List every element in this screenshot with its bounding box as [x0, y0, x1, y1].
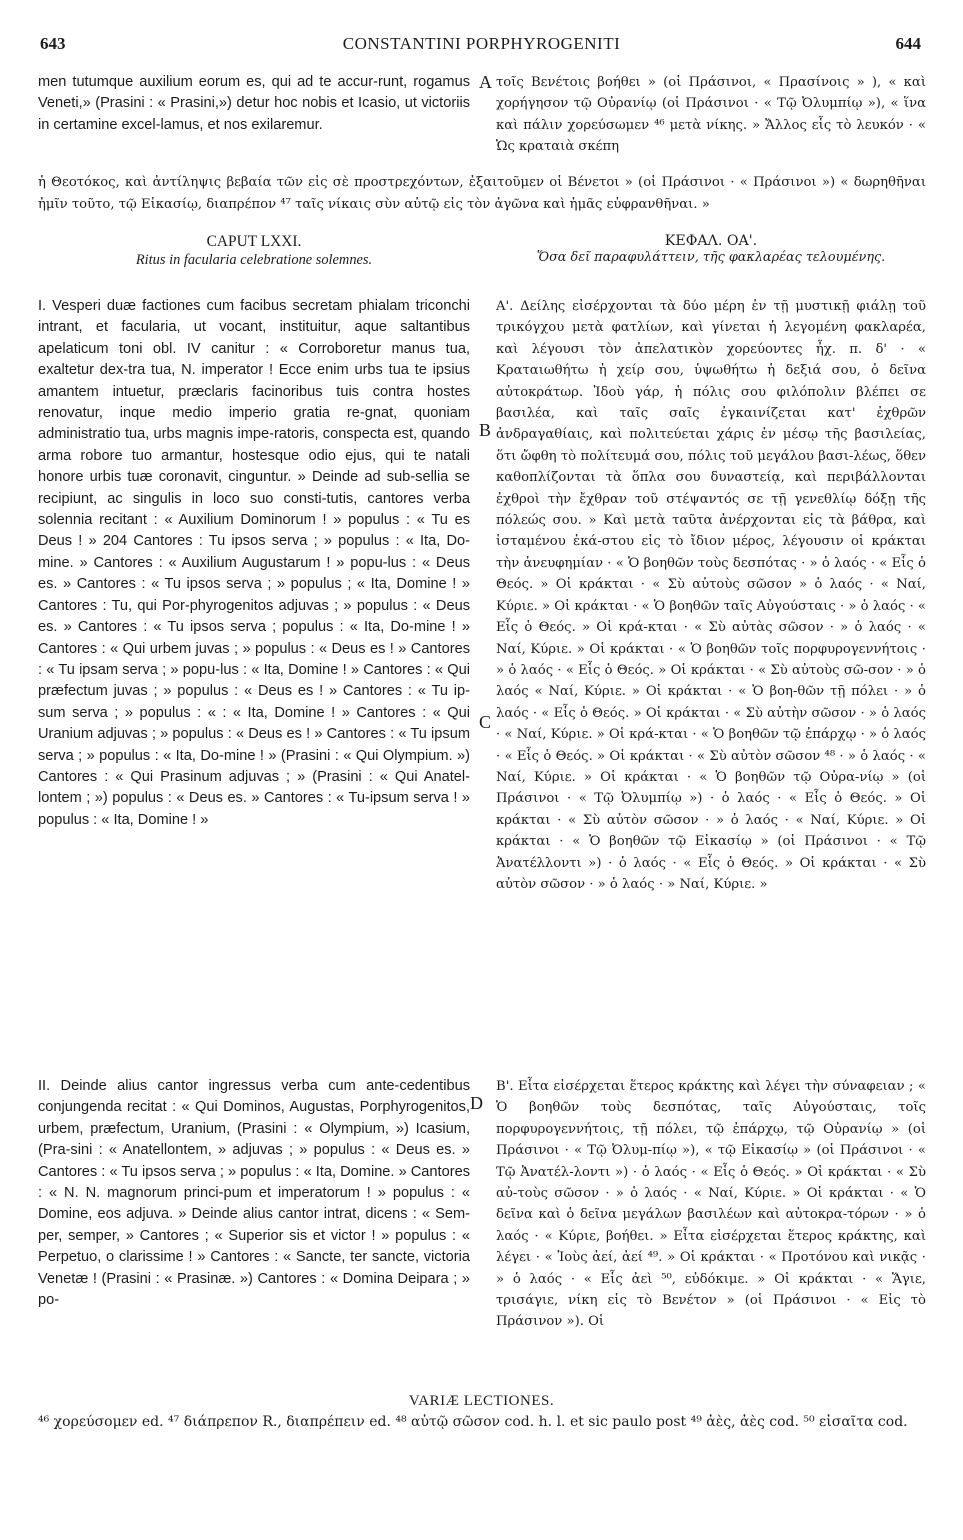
greek-section-2 — [496, 1076, 926, 1333]
left-page-number: 643 — [40, 34, 66, 53]
greek-section-2-text: Β'. Εἶτα εἰσέρχεται ἕτερος κράκτης καὶ λέγει τὴν σύναφειαν ; « Ὁ βοηθῶν τοὺς δεσπότας, ταῖς Αὐγούσταις, τοῖς πορφυρογεννήτοις, τῇ πόλει, τῷ ἐπάρχῳ, τῷ Οὐρανίῳ » (οἱ Πράσινοι · « Τῷ Ὀλυμ-πίῳ »), « τῷ Εἰκασίῳ » (οἱ Πράσινοι · « Τῷ Ἀνατέλ-λοντι ») · ὁ λαός · « Εἷς ὁ Θεός. » Οἱ κράκται · « Σὺ αὐ-τοὺς σῶσον · » ὁ λαός · « Ναί, Κύριε. » Οἱ κράκται · « Ὁ δεῖνα καὶ ὁ δεῖνα μεγάλων βασιλέων καὶ αὐτοκρα-τόρων · » ὁ λαός · « Κύριε, βοήθει. » Εἶτα εἰσέρχεται ἕτερος κράκτης, καὶ λέγει · « Ἰοὺς ἀεί, ἀεί ⁴⁹. » Οἱ κράκται · « Προτόνου καὶ νικᾷς · » ὁ λαός · « Εἷς ἀεὶ ⁵⁰, εὐδόκιμε. » Οἱ κράκται · « Ἅγιε, τρισάγιε, νίκη εἰς τὸ Βενέτον » (οἱ Πράσινοι · « Εἰς τὸ Πράσινον »). Οἱ — [496, 1079, 926, 1330]
latin-chapter-subtitle: Ritus in facularia celebratione solemnes. — [135, 252, 373, 268]
margin-marker-d: D — [470, 1093, 483, 1113]
greek-intro-full-width — [38, 159, 926, 228]
greek-chapter-subtitle: Ὅσα δεῖ παραφυλάττειν, τῆς φακλαρέας τελουμένης. — [536, 250, 886, 265]
margin-marker-c: C — [479, 712, 492, 732]
greek-intro — [496, 72, 926, 158]
greek-intro-full-text: ἡ Θεοτόκος, καὶ ἀντίληψις βεβαία τῶν εἰς σὲ προστρεχόντων, ἐξαιτοῦμεν οἱ Βένετοι » (οἱ Πράσινοι · « Πράσινοι ») « δωρηθῆναι ἡμῖν τοῦτο, τῷ Εἰκασίῳ, διαπρέπον ⁴⁷ ταῖς νίκαις σὺν αὐτῷ εἰς τὸν ἀγῶνα καὶ ἡμᾶς εὐφρανθῆναι. » — [38, 175, 926, 212]
greek-intro-text: τοῖς Βενέτοις βοήθει » (οἱ Πράσινοι, « Πρασίνοις » ), « καὶ χορήγησον τῷ Οὐρανίῳ (οἱ Πράσινοι · « Τῷ Ὀλυμπίῳ »), « ἵνα καὶ πάλιν χορεύσωμεν ⁴⁶ μετὰ νίκης. » Ἄλλος εἷς τὸ λευκόν · « Ὡς κραταιὰ σκέπη — [496, 75, 926, 155]
greek-section-1 — [496, 296, 926, 895]
variae-lectiones-title: VARIÆ LECTIONES. — [408, 1393, 555, 1409]
greek-section-1-text: Α'. Δείλης εἰσέρχονται τὰ δύο μέρη ἐν τῇ μυστικῇ φιάλῃ τοῦ τρικόγχου μετὰ φατλίων, καὶ γίνεται ἡ λεγομένη φακλαρέα, καὶ λέγουσι τὸν ἀπελατικὸν χορεύοντες ἦχ. π. δ' · « Κραταιωθήτω ἡ χείρ σου, ὑψωθήτω ἡ δεξιά σου, ὁ δεῖνα αὐτοκράτωρ. Ἰδοὺ γάρ, ἡ πόλις σου φιλόπολιν βλέπει σε βασιλέα, καὶ ταῖς σαῖς ἐγκαινίζεται κατ' ἐχθρῶν ἀνδραγαθίαις, καὶ πολιτεύεται χάρις ἐν μέσῳ τῆς βασιλείας, ὅτι ὤφθη τὸ πολίτευμά σου, πόλις τοῦ μεγάλου βασι-λέως, ὅθεν καθοπλίζονται τὰ ὅπλα σου δυναστείᾳ, καὶ περιβάλλονται ἐχθροὶ τὴν ἔχθραν τοῦ στέψαντός σε τῇ γενεθλίῳ δόξῃ τῆς πόλεώς σου. » Καὶ μετὰ ταῦτα ἀνέρχονται εἰς τὰ βάθρα, καὶ ἱσταμένου ἑκά-στου εἰς τὸ ἴδιον μέρος, λέγουσιν οἱ κράκται τὴν ἀνευφημίαν · « Ὁ βοηθῶν τοὺς δεσπότας · » ὁ λαός · « Εἷς ὁ Θεός. » Οἱ κράκται · « Σὺ αὐτοὺς σῶσον » ὁ λαός · « Ναί, Κύριε. » Οἱ κράκται · « Ὁ βοηθῶν ταῖς Αὐγούσταις · » ὁ λαός · « Εἷς ὁ Θεός. » Οἱ κρά-κται · « Σὺ αὐτὰς σῶσον · » ὁ λαός · « Ναί, Κύριε. » Οἱ κράκται · « Ὁ βοηθῶν τοῖς πορφυρογεννήτοις · » ὁ λαός · « Εἷς ὁ Θεός. » Οἱ κράκται · « Σὺ αὐτοὺς σῶ-σον · » ὁ λαός « Ναί, Κύριε. » Οἱ κράκται · « Ὁ βοη-θῶν τῇ πόλει · » ὁ λαός · « Εἷς ὁ Θεός. » Οἱ κράκται · « Σὺ αὐτὴν σῶσον · » ὁ λαός · « Ναί, Κύριε. » Οἱ κρά-κται · « Ὁ βοηθῶν τῷ ἐπάρχῳ · » ὁ λαός · « Εἷς ὁ Θεός. » Οἱ κράκται · « Σὺ αὐτὸν σῶσον ⁴⁸ · » ὁ λαός · « Ναί, Κύριε. » Οἱ κράκται · « Ὁ βοηθῶν τῷ Οὐρα-νίῳ » (οἱ Πράσινοι · « Τῷ Ὀλυμπίῳ ») · ὁ λαός · « Εἷς ὁ Θεός. » Οἱ κράκται · « Σὺ αὐτὸν σῶσον · » ὁ λαός · « Ναί, Κύριε. » Οἱ κράκται · « Ὁ βοηθῶν τῷ Εἰκασίῳ » (οἱ Πράσινοι · « Τῷ Ἀνατέλλοντι ») · ὁ λαός · « Εἷς ὁ Θεός. » Οἱ κράκται · « Σὺ αὐτὸν σῶσον · » ὁ λαός · » Ναί, Κύριε. » — [496, 299, 926, 892]
greek-chapter-heading — [496, 233, 926, 267]
latin-intro-text: men tutumque auxilium eorum es, qui ad te accur-runt, rogamus Veneti,» (Prasini : « Prasini,») detur hoc nobis et Icasio, ut victoriis in certamine excel-lamus, et nos exilaremur. — [38, 74, 470, 133]
variae-lectiones-notes: ⁴⁶ χορεύσομεν ed. ⁴⁷ διάπρεπον R., διαπρέπειν ed. ⁴⁸ αὐτῷ σῶσον cod. h. l. et sic paulo post ⁴⁹ ἀὲς, ἀὲς cod. ⁵⁰ εἰσαῖτα cod. — [38, 1414, 908, 1430]
margin-marker-a: A — [479, 72, 492, 92]
margin-marker-b: B — [479, 420, 492, 440]
running-header — [36, 34, 927, 58]
latin-section-2 — [38, 1076, 470, 1311]
running-title: CONSTANTINI PORPHYROGENITI — [342, 34, 621, 53]
latin-chapter-heading — [38, 233, 470, 269]
latin-chapter-title: CAPUT LXXI. — [206, 233, 302, 250]
latin-section-1 — [38, 296, 470, 831]
greek-chapter-title: ΚΕΦΑΛ. ΟΑ'. — [664, 233, 758, 249]
latin-section-1-text: I. Vesperi duæ factiones cum facibus secretam phialam triconchi intrant, et facularia, ut vocant, instituitur, aque saltantibus apelaticum toni obl. IV canitur : « Corroboretur manus tua, exaltetur dex-tra tua, N. imperator ! Ecce enim urbs tua te ipsius amantem intuetur, præclaris facinoribus tuis contra hostes renovatur, inque medio imperio gratia re-gnat, quoniam administratio tua, urbs magnis impe-ratoris, conspecta est, quando arma robore tuo armantur, hostesque odio ejus, qui te natali honore urbis tuæ coronavit, cinguntur. » Deinde ad sub-sellia se recipiunt, ac singulis in loco suo consti-tutis, cantores verba solennia recitant : « Auxilium Dominorum ! » populus : « Tu es Deus ! » 204 Cantores : Tu ipsos serva ; » populus : « Ita, Do-mine. » Cantores : « Auxilium Augustarum ! » popu-lus : « Deus es. » Cantores : « Tu ipsos serva ; » populus ; « Ita, Domine ! » Cantores : Tu, qui Por-phyrogenitos adjuvas ; » populus : « Deus es. » Cantores : « Tu ipsos serva ; populus : « Ita, Do-mine ! » Cantores : « Qui urbem juvas ; » populus : « Deus es ! » Cantores : « Tu ipsam serva ; » popu-lus : « Ita, Domine ! » Cantores : « Qui præfectum juvas ; » populus : « Deus es ! » Cantores : « Tu ip-sum serva ; » populus : « : « Ita, Domine ! » Cantores : « Qui Uranium adjuvas ; » populus : « Deus es ! » Cantores : « Tu ipsum serva ; » populus : « Ita, Do-mine ! » (Prasini : « Qui Olympium. ») Cantores : « Qui Prasinum adjuvas ; » (Prasini : « Qui Anatel-lontem ; ») populus : « Deus es. » Cantores : « Tu-ipsum serva ! » populus : « Ita, Domine ! » — [38, 298, 470, 828]
right-page-number: 644 — [895, 34, 921, 53]
latin-intro — [38, 72, 470, 136]
latin-section-2-text: II. Deinde alius cantor ingressus verba cum ante-cedentibus conjungenda recitat : « Qui Dominos, Augustas, Porphyrogenitos, urbem, præfectum, Uranium, (Prasini : « Olympium, ») Icasium, (Pra-sini : « Anatellontem, » adjuvas ; » populus : « Deus es. » Cantores : « Tu ipsos serva ; » populus : « Ita, Domine. » Cantores : « N. N. magnorum princi-pum et imperatorum ! » populus : « Domine, eos adjuva. » Deinde alius cantor intrat, dicens : « Sem-per, semper, » Cantores ; « Superior sis et victor ! » populus : « Perpetuo, o clarissime ! » Cantores : « Sancte, ter sancte, victoria Venetæ ! (Prasini : « Prasinæ. ») Cantores : « Domina Deipara ; » po- — [38, 1078, 470, 1309]
